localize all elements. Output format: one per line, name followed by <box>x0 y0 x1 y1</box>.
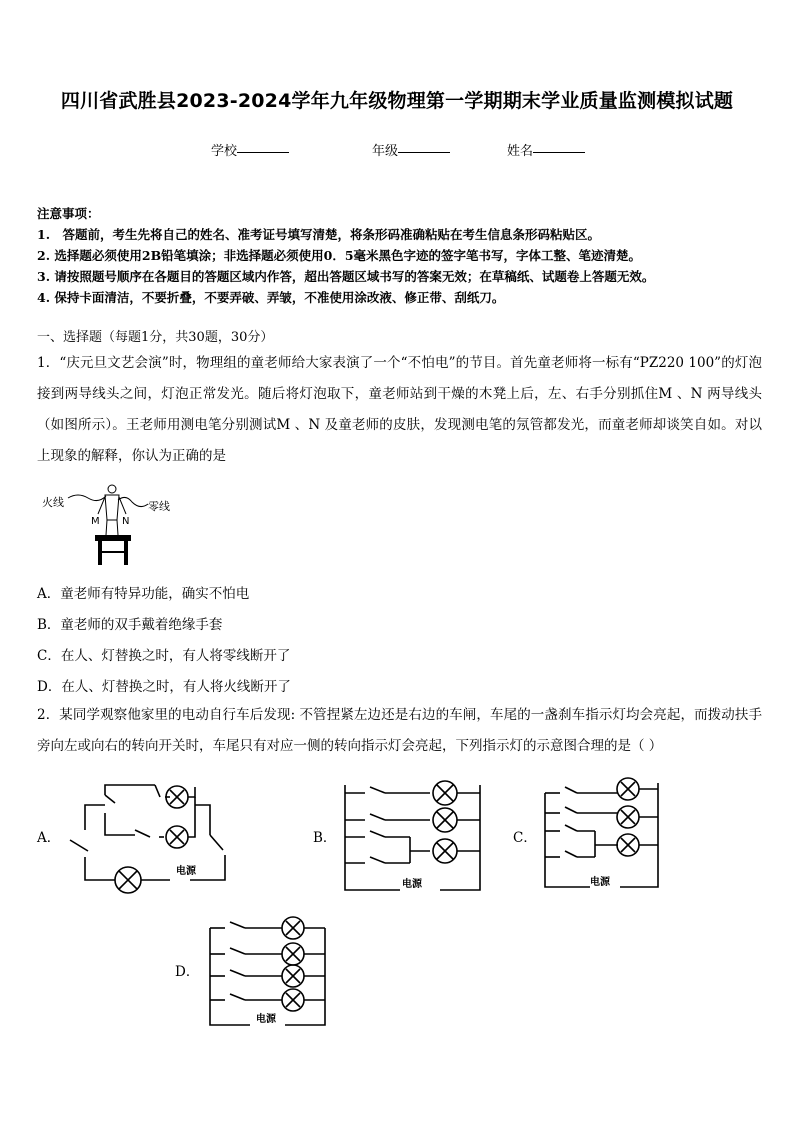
page-title: 四川省武胜县2023-2024学年九年级物理第一学期期末学业质量监测模拟试题 <box>60 90 734 112</box>
q2-option-b-label[interactable]: B． <box>313 830 337 846</box>
circuit-c <box>540 775 670 895</box>
power-label-a: 电源 <box>176 866 196 877</box>
note-item: 4. 保持卡面清洁，不要折叠，不要弄破、弄皱，不准使用涂改液、修正带、刮纸刀。 <box>37 290 505 305</box>
q1-option-d[interactable]: D．在人、灯替换之时，有人将火线断开了 <box>37 679 291 695</box>
section-heading: 一、选择题（每题1分，共30题，30分） <box>37 330 274 345</box>
q2-option-a-label[interactable]: A． <box>37 830 61 846</box>
question-2-text: 2．某同学观察他家里的电动自行车后发现: 不管捏紧左边还是右边的车闸，车尾的一盏刹车指示灯均会亮起，而拨动扶手旁向左或向右的转向开关时，车尾只有对应一侧的转向指示灯会亮起，下列指示灯的示意图合理的是（ ） <box>37 707 762 754</box>
grade-field[interactable]: 年级 <box>372 140 398 159</box>
neutral-wire-label: 零线 <box>148 500 170 513</box>
n-terminal-label: N <box>122 516 130 527</box>
exam-notes <box>37 203 767 308</box>
notes-heading: 注意事项： <box>37 206 100 221</box>
m-terminal-label: M <box>91 516 100 527</box>
q1-option-b[interactable]: B．童老师的双手戴着绝缘手套 <box>37 617 223 633</box>
q1-figure <box>40 480 180 570</box>
live-wire-label: 火线 <box>42 496 64 509</box>
circuit-d <box>200 910 340 1030</box>
note-item: 3. 请按照题号顺序在各题目的答题区域内作答，超出答题区域书写的答案无效；在草稿纸、试题卷上答题无效。 <box>37 269 655 284</box>
circuit-b <box>340 775 500 900</box>
power-label-c: 电源 <box>590 877 610 888</box>
school-field[interactable]: 学校 <box>211 140 237 159</box>
name-field[interactable]: 姓名 <box>507 140 533 159</box>
note-item: 2. 选择题必须使用2B铅笔填涂；非选择题必须使用0．5毫米黑色字迹的签字笔书写，字体工整、笔迹清楚。 <box>37 248 642 263</box>
power-label-b: 电源 <box>402 879 422 890</box>
circuit-a <box>60 775 240 900</box>
q2-option-d-label[interactable]: D． <box>175 964 200 980</box>
power-label-d: 电源 <box>256 1014 276 1025</box>
q1-option-c[interactable]: C．在人、灯替换之时，有人将零线断开了 <box>37 648 291 664</box>
q1-option-a[interactable]: A．童老师有特异功能，确实不怕电 <box>37 586 250 602</box>
question-1-text: 1．“庆元旦文艺会演”时，物理组的童老师给大家表演了一个“不怕电”的节目。首先童老师将一标有“PZ220 100”的灯泡接到两导线头之间，灯泡正常发光。随后将灯泡取下，童老师站到干燥的木凳上后，左、右手分别抓住M 、N 两导线头（如图所示）。王老师用测电笔分别测试M 、N 及童老师的皮肤，发现测电笔的氖管都发光，而童老师却谈笑自如。对以上现象的解释，你认为正确的是 <box>37 355 762 464</box>
note-item: 1. 答题前，考生先将自己的姓名、准考证号填写清楚，将条形码准确粘贴在考生信息条形码粘贴区。 <box>37 227 601 242</box>
q2-option-c-label[interactable]: C． <box>513 830 537 846</box>
